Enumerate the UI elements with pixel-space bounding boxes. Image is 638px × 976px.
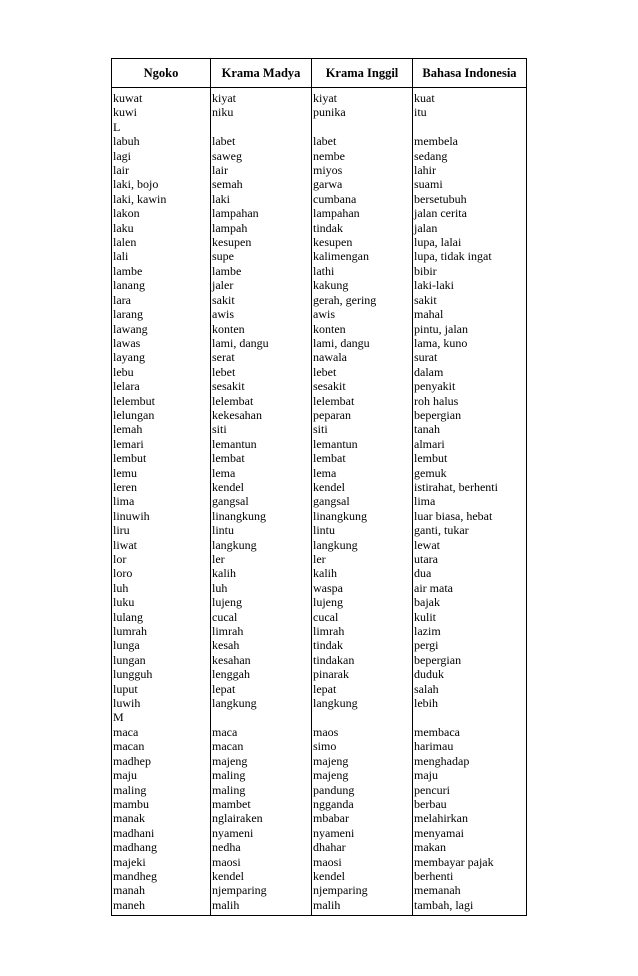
krama-inggil-cell: garwa [312,177,413,191]
krama-madya-cell: kekesahan [211,408,312,422]
krama-madya-cell: maca [211,725,312,739]
krama-madya-cell: ler [211,552,312,566]
bahasa-indonesia-cell: roh halus [413,394,527,408]
krama-madya-cell: sesakit [211,379,312,393]
bahasa-indonesia-cell: bibir [413,264,527,278]
ngoko-cell: macan [112,739,211,753]
krama-inggil-cell: miyos [312,163,413,177]
ngoko-cell: lunga [112,638,211,652]
bahasa-indonesia-cell: tambah, lagi [413,898,527,916]
krama-inggil-cell: peparan [312,408,413,422]
header-krama-inggil: Krama Inggil [312,59,413,88]
krama-madya-cell: saweg [211,149,312,163]
krama-inggil-cell: ngganda [312,797,413,811]
ngoko-cell: lungguh [112,667,211,681]
ngoko-cell: lembut [112,451,211,465]
krama-madya-cell: konten [211,322,312,336]
table-row [112,826,527,840]
bahasa-indonesia-cell: luar biasa, hebat [413,509,527,523]
ngoko-cell: luku [112,595,211,609]
bahasa-indonesia-cell [413,120,527,134]
table-row [112,293,527,307]
krama-inggil-cell: kendel [312,869,413,883]
table-row [112,307,527,321]
ngoko-cell: lambe [112,264,211,278]
table-row [112,667,527,681]
krama-inggil-cell: pandung [312,783,413,797]
krama-madya-cell: nedha [211,840,312,854]
krama-inggil-cell: lembat [312,451,413,465]
krama-inggil-cell: konten [312,322,413,336]
krama-inggil-cell: gangsal [312,494,413,508]
krama-madya-cell: langkung [211,538,312,552]
bahasa-indonesia-cell: jalan cerita [413,206,527,220]
krama-madya-cell: lambe [211,264,312,278]
table-row [112,509,527,523]
header-bahasa-indonesia: Bahasa Indonesia [413,59,527,88]
ngoko-cell: lawas [112,336,211,350]
ngoko-cell: lemari [112,437,211,451]
table-row [112,840,527,854]
krama-inggil-cell: malih [312,898,413,916]
table-row [112,379,527,393]
bahasa-indonesia-cell: bajak [413,595,527,609]
krama-madya-cell: kalih [211,566,312,580]
table-body [112,88,527,916]
bahasa-indonesia-cell: bepergian [413,653,527,667]
ngoko-cell: lemah [112,422,211,436]
table-row [112,336,527,350]
krama-inggil-cell: cumbana [312,192,413,206]
krama-madya-cell: nglairaken [211,811,312,825]
krama-inggil-cell: lepat [312,682,413,696]
table-row [112,624,527,638]
ngoko-cell: liru [112,523,211,537]
table-row [112,466,527,480]
table-row [112,653,527,667]
krama-inggil-cell: langkung [312,538,413,552]
vocabulary-table [111,58,527,916]
bahasa-indonesia-cell: lembut [413,451,527,465]
krama-madya-cell: lemantun [211,437,312,451]
krama-inggil-cell: limrah [312,624,413,638]
ngoko-cell: labuh [112,134,211,148]
krama-inggil-cell: nawala [312,350,413,364]
krama-madya-cell: majeng [211,754,312,768]
krama-madya-cell: sakit [211,293,312,307]
ngoko-cell: lagi [112,149,211,163]
krama-madya-cell: kesupen [211,235,312,249]
krama-inggil-cell: nembe [312,149,413,163]
bahasa-indonesia-cell: utara [413,552,527,566]
ngoko-cell: lalen [112,235,211,249]
table-row [112,437,527,451]
krama-madya-cell: kesah [211,638,312,652]
table-row [112,552,527,566]
table-row [112,523,527,537]
table-row [112,869,527,883]
table-row [112,768,527,782]
krama-madya-cell: kesahan [211,653,312,667]
krama-inggil-cell: lampahan [312,206,413,220]
ngoko-cell: lima [112,494,211,508]
krama-madya-cell: nyameni [211,826,312,840]
krama-inggil-cell: tindak [312,221,413,235]
bahasa-indonesia-cell: almari [413,437,527,451]
krama-inggil-cell: sesakit [312,379,413,393]
bahasa-indonesia-cell: lama, kuno [413,336,527,350]
ngoko-cell: luwih [112,696,211,710]
krama-madya-cell: kiyat [211,88,312,106]
ngoko-cell: kuwat [112,88,211,106]
krama-madya-cell: lelembat [211,394,312,408]
bahasa-indonesia-cell: tanah [413,422,527,436]
krama-madya-cell: langkung [211,696,312,710]
table-row [112,88,527,106]
ngoko-cell: madhep [112,754,211,768]
bahasa-indonesia-cell: pergi [413,638,527,652]
krama-madya-cell [211,710,312,724]
krama-inggil-cell: lintu [312,523,413,537]
krama-inggil-cell: kalimengan [312,249,413,263]
krama-inggil-cell: kesupen [312,235,413,249]
document-page [111,58,526,916]
ngoko-cell: mandheg [112,869,211,883]
table-row [112,855,527,869]
ngoko-cell: lulang [112,610,211,624]
bahasa-indonesia-cell: melahirkan [413,811,527,825]
krama-madya-cell: maosi [211,855,312,869]
krama-inggil-cell: langkung [312,696,413,710]
table-row [112,610,527,624]
ngoko-cell: lanang [112,278,211,292]
ngoko-cell: lungan [112,653,211,667]
bahasa-indonesia-cell: lima [413,494,527,508]
ngoko-cell: luput [112,682,211,696]
krama-madya-cell: limrah [211,624,312,638]
bahasa-indonesia-cell: gemuk [413,466,527,480]
bahasa-indonesia-cell: itu [413,105,527,119]
krama-madya-cell: macan [211,739,312,753]
krama-inggil-cell: gerah, gering [312,293,413,307]
krama-madya-cell: mambet [211,797,312,811]
table-row [112,883,527,897]
krama-madya-cell: siti [211,422,312,436]
ngoko-cell: laki, bojo [112,177,211,191]
table-row [112,566,527,580]
krama-inggil-cell: lami, dangu [312,336,413,350]
ngoko-cell: laki, kawin [112,192,211,206]
bahasa-indonesia-cell: lazim [413,624,527,638]
bahasa-indonesia-cell: membayar pajak [413,855,527,869]
krama-madya-cell: laki [211,192,312,206]
ngoko-cell: maca [112,725,211,739]
krama-inggil-cell [312,710,413,724]
ngoko-cell: maju [112,768,211,782]
bahasa-indonesia-cell: air mata [413,581,527,595]
krama-inggil-cell [312,120,413,134]
table-row [112,494,527,508]
krama-madya-cell: lebet [211,365,312,379]
header-row [112,59,527,88]
bahasa-indonesia-cell: harimau [413,739,527,753]
table-row [112,278,527,292]
bahasa-indonesia-cell: berhenti [413,869,527,883]
krama-madya-cell: lenggah [211,667,312,681]
table-row [112,120,527,134]
krama-inggil-cell: cucal [312,610,413,624]
bahasa-indonesia-cell: maju [413,768,527,782]
table-row [112,783,527,797]
table-row [112,480,527,494]
table-row [112,221,527,235]
ngoko-cell: lebu [112,365,211,379]
table-row [112,725,527,739]
bahasa-indonesia-cell: bersetubuh [413,192,527,206]
table-row [112,365,527,379]
krama-madya-cell: maling [211,768,312,782]
table-row [112,322,527,336]
krama-madya-cell: lami, dangu [211,336,312,350]
table-row [112,682,527,696]
krama-inggil-cell: dhahar [312,840,413,854]
table-row [112,408,527,422]
table-row [112,394,527,408]
ngoko-cell: lemu [112,466,211,480]
ngoko-cell: lelara [112,379,211,393]
krama-madya-cell: linangkung [211,509,312,523]
krama-madya-cell: lembat [211,451,312,465]
krama-inggil-cell: mbabar [312,811,413,825]
table-row [112,350,527,364]
krama-inggil-cell: punika [312,105,413,119]
header-ngoko: Ngoko [112,59,211,88]
ngoko-cell: lor [112,552,211,566]
table-row [112,264,527,278]
ngoko-cell: mambu [112,797,211,811]
krama-madya-cell: lema [211,466,312,480]
ngoko-cell: kuwi [112,105,211,119]
krama-madya-cell: maling [211,783,312,797]
krama-madya-cell: kendel [211,869,312,883]
table-row [112,710,527,724]
ngoko-cell: layang [112,350,211,364]
ngoko-cell: madhang [112,840,211,854]
bahasa-indonesia-cell: jalan [413,221,527,235]
ngoko-cell: leren [112,480,211,494]
ngoko-cell: lakon [112,206,211,220]
krama-inggil-cell: kakung [312,278,413,292]
ngoko-cell: lumrah [112,624,211,638]
table-row [112,149,527,163]
krama-inggil-cell: lemantun [312,437,413,451]
krama-inggil-cell: njemparing [312,883,413,897]
table-row [112,696,527,710]
krama-inggil-cell: majeng [312,754,413,768]
ngoko-cell: linuwih [112,509,211,523]
krama-madya-cell: lintu [211,523,312,537]
krama-inggil-cell: tindak [312,638,413,652]
krama-madya-cell: niku [211,105,312,119]
krama-madya-cell: serat [211,350,312,364]
bahasa-indonesia-cell: penyakit [413,379,527,393]
table-row [112,638,527,652]
table-row [112,163,527,177]
header-krama-madya: Krama Madya [211,59,312,88]
krama-inggil-cell: tindakan [312,653,413,667]
krama-madya-cell: semah [211,177,312,191]
bahasa-indonesia-cell: lewat [413,538,527,552]
bahasa-indonesia-cell: kulit [413,610,527,624]
bahasa-indonesia-cell: membela [413,134,527,148]
krama-inggil-cell: kendel [312,480,413,494]
table-row [112,754,527,768]
bahasa-indonesia-cell: duduk [413,667,527,681]
table-row [112,235,527,249]
krama-madya-cell: malih [211,898,312,916]
table-row [112,451,527,465]
bahasa-indonesia-cell: dalam [413,365,527,379]
ngoko-cell: lali [112,249,211,263]
krama-madya-cell: luh [211,581,312,595]
table-row [112,538,527,552]
bahasa-indonesia-cell: laki-laki [413,278,527,292]
ngoko-cell: lawang [112,322,211,336]
table-row [112,177,527,191]
table-row [112,249,527,263]
ngoko-cell: lara [112,293,211,307]
krama-madya-cell [211,120,312,134]
krama-madya-cell: njemparing [211,883,312,897]
bahasa-indonesia-cell: surat [413,350,527,364]
bahasa-indonesia-cell [413,710,527,724]
krama-inggil-cell: lelembat [312,394,413,408]
krama-madya-cell: lujeng [211,595,312,609]
krama-madya-cell: lepat [211,682,312,696]
ngoko-cell: manah [112,883,211,897]
table-row [112,422,527,436]
bahasa-indonesia-cell: menghadap [413,754,527,768]
table-row [112,105,527,119]
krama-madya-cell: cucal [211,610,312,624]
bahasa-indonesia-cell: memanah [413,883,527,897]
krama-madya-cell: labet [211,134,312,148]
bahasa-indonesia-cell: sakit [413,293,527,307]
ngoko-cell: maling [112,783,211,797]
table-row [112,739,527,753]
krama-inggil-cell: ler [312,552,413,566]
krama-inggil-cell: pinarak [312,667,413,681]
ngoko-cell: lelungan [112,408,211,422]
bahasa-indonesia-cell: berbau [413,797,527,811]
table-row [112,811,527,825]
bahasa-indonesia-cell: sedang [413,149,527,163]
ngoko-cell: laku [112,221,211,235]
krama-inggil-cell: lema [312,466,413,480]
bahasa-indonesia-cell: lupa, tidak ingat [413,249,527,263]
krama-madya-cell: gangsal [211,494,312,508]
ngoko-cell: luh [112,581,211,595]
ngoko-cell: madhani [112,826,211,840]
krama-madya-cell: supe [211,249,312,263]
krama-inggil-cell: kiyat [312,88,413,106]
bahasa-indonesia-cell: dua [413,566,527,580]
table-row [112,192,527,206]
krama-inggil-cell: siti [312,422,413,436]
krama-inggil-cell: lujeng [312,595,413,609]
krama-inggil-cell: maos [312,725,413,739]
krama-inggil-cell: nyameni [312,826,413,840]
ngoko-cell: lelembut [112,394,211,408]
bahasa-indonesia-cell: lupa, lalai [413,235,527,249]
bahasa-indonesia-cell: lebih [413,696,527,710]
ngoko-cell: maneh [112,898,211,916]
krama-madya-cell: awis [211,307,312,321]
bahasa-indonesia-cell: membaca [413,725,527,739]
ngoko-cell: M [112,710,211,724]
krama-madya-cell: jaler [211,278,312,292]
krama-madya-cell: kendel [211,480,312,494]
krama-inggil-cell: waspa [312,581,413,595]
ngoko-cell: liwat [112,538,211,552]
krama-madya-cell: lair [211,163,312,177]
krama-inggil-cell: lebet [312,365,413,379]
bahasa-indonesia-cell: pintu, jalan [413,322,527,336]
krama-madya-cell: lampah [211,221,312,235]
table-row [112,134,527,148]
bahasa-indonesia-cell: ganti, tukar [413,523,527,537]
ngoko-cell: manak [112,811,211,825]
table-row [112,797,527,811]
table-row [112,595,527,609]
krama-inggil-cell: linangkung [312,509,413,523]
bahasa-indonesia-cell: menyamai [413,826,527,840]
ngoko-cell: majeki [112,855,211,869]
ngoko-cell: lair [112,163,211,177]
ngoko-cell: larang [112,307,211,321]
krama-inggil-cell: awis [312,307,413,321]
bahasa-indonesia-cell: bepergian [413,408,527,422]
krama-inggil-cell: kalih [312,566,413,580]
bahasa-indonesia-cell: pencuri [413,783,527,797]
table-row [112,898,527,916]
krama-inggil-cell: majeng [312,768,413,782]
ngoko-cell: loro [112,566,211,580]
bahasa-indonesia-cell: istirahat, berhenti [413,480,527,494]
bahasa-indonesia-cell: mahal [413,307,527,321]
krama-inggil-cell: simo [312,739,413,753]
bahasa-indonesia-cell: lahir [413,163,527,177]
krama-inggil-cell: labet [312,134,413,148]
krama-inggil-cell: maosi [312,855,413,869]
bahasa-indonesia-cell: salah [413,682,527,696]
table-row [112,581,527,595]
krama-madya-cell: lampahan [211,206,312,220]
table-row [112,206,527,220]
ngoko-cell: L [112,120,211,134]
bahasa-indonesia-cell: suami [413,177,527,191]
krama-inggil-cell: lathi [312,264,413,278]
bahasa-indonesia-cell: kuat [413,88,527,106]
bahasa-indonesia-cell: makan [413,840,527,854]
